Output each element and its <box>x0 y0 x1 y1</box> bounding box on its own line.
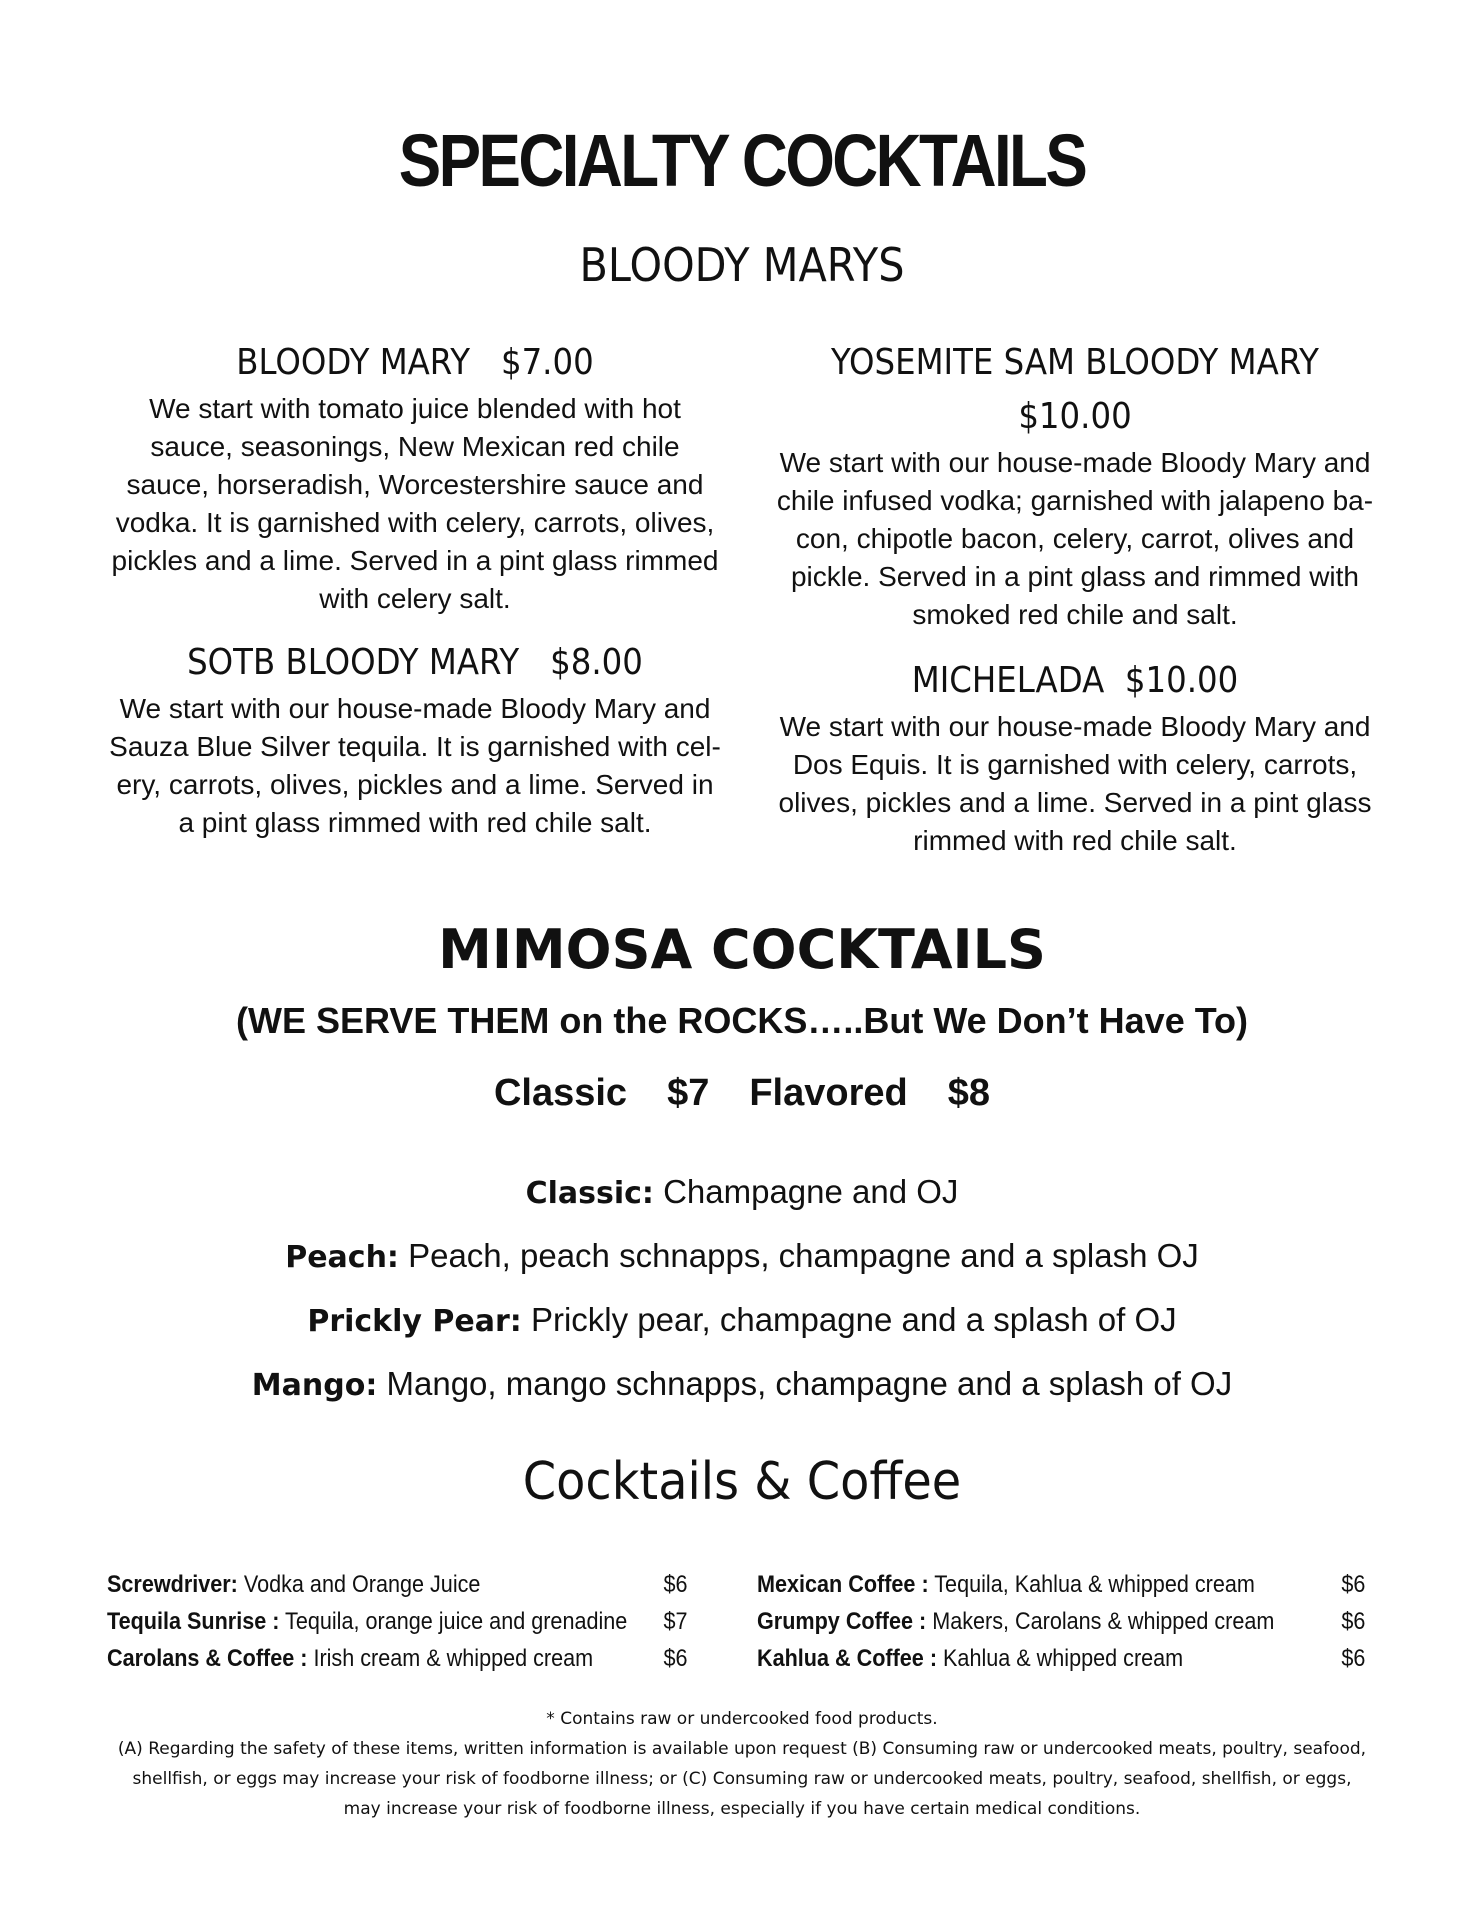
mimosa-desc: Prickly pear, champagne and a splash of OJ <box>530 1301 1177 1338</box>
list-item <box>0 1224 1484 1288</box>
item-description <box>90 690 740 842</box>
desc-line: We start with our house-made Bloody Mary and <box>779 711 1371 742</box>
desc-line: pickles and a lime. Served in a pint glass rimmed <box>111 545 719 576</box>
desc-line: smoked red chile and salt. <box>912 599 1238 630</box>
desc-line: con, chipotle bacon, celery, carrot, olives and <box>795 523 1355 554</box>
drink-name: Kahlua & Coffee : <box>757 1645 938 1672</box>
drinks-list-right <box>757 1566 1373 1677</box>
item-price: $10.00 <box>1124 660 1239 701</box>
drink-price: $6 <box>663 1571 688 1598</box>
item-description <box>755 444 1395 634</box>
mimosa-name: Classic: <box>525 1176 654 1211</box>
price-classic: $7 <box>667 1072 710 1114</box>
drink-desc: Vodka and Orange Juice <box>243 1571 481 1598</box>
mimosa-name: Peach: <box>285 1240 399 1275</box>
drink-desc: Tequila, orange juice and grenadine <box>285 1608 628 1635</box>
desc-line: Sauza Blue Silver tequila. It is garnished with cel- <box>109 731 721 762</box>
desc-line: with celery salt. <box>319 583 511 614</box>
item-description <box>90 390 740 618</box>
drink-price: $7 <box>663 1608 688 1635</box>
drink-price: $6 <box>663 1645 688 1672</box>
section-title-mimosa: MIMOSA COCKTAILS <box>438 918 1046 981</box>
item-heading <box>787 654 1363 708</box>
list-item <box>0 1352 1484 1416</box>
mimosa-name: Mango: <box>251 1368 378 1403</box>
item-price: $7.00 <box>500 342 594 383</box>
list-item <box>107 1603 688 1640</box>
desc-line: chile infused vodka; garnished with jalapeno ba- <box>776 485 1374 516</box>
list-item <box>0 1288 1484 1352</box>
desc-line: sauce, seasonings, New Mexican red chile <box>150 431 680 462</box>
list-item <box>757 1603 1366 1640</box>
list-item <box>0 1160 1484 1224</box>
desc-line: We start with our house-made Bloody Mary and <box>119 693 711 724</box>
desc-line: vodka. It is garnished with celery, carrots, olives, <box>115 507 715 538</box>
list-item <box>107 1640 688 1677</box>
mimosa-desc: Champagne and OJ <box>663 1173 959 1210</box>
section-title-cocktails-coffee: Cocktails & Coffee <box>522 1452 962 1512</box>
price-flavored: $8 <box>947 1072 991 1114</box>
desc-line: olives, pickles and a lime. Served in a pint glass <box>778 787 1372 818</box>
item-price: $10.00 <box>1018 396 1132 437</box>
disclaimer-line: shellfish, or eggs may increase your risk of foodborne illness; or (C) Consuming raw or undercooked meats, poultry, seafood, shellfish, or eggs, <box>132 1769 1352 1789</box>
item-heading <box>123 336 708 390</box>
drink-desc: Makers, Carolans & whipped cream <box>932 1608 1275 1635</box>
desc-line: a pint glass rimmed with red chile salt. <box>178 807 652 838</box>
mimosa-subtitle: (WE SERVE THEM on the ROCKS…..But We Don’t Have To) <box>235 1000 1249 1041</box>
drink-name: Tequila Sunrise : <box>107 1608 280 1635</box>
drink-price: $6 <box>1341 1608 1366 1635</box>
drink-desc: Tequila, Kahlua & whipped cream <box>934 1571 1255 1598</box>
desc-line: ery, carrots, olives, pickles and a lime. Served in <box>116 769 714 800</box>
drink-price: $6 <box>1341 1645 1366 1672</box>
desc-line: Dos Equis. It is garnished with celery, carrots, <box>792 749 1358 780</box>
drink-name: Screwdriver: <box>107 1571 238 1598</box>
item-price: $8.00 <box>550 642 643 683</box>
mimosa-desc: Mango, mango schnapps, champagne and a splash of OJ <box>386 1365 1233 1402</box>
mimosa-desc: Peach, peach schnapps, champagne and a splash OJ <box>408 1237 1199 1274</box>
drink-price: $6 <box>1341 1571 1366 1598</box>
page-title: SPECIALTY COCKTAILS <box>398 119 1086 202</box>
desc-line: We start with tomato juice blended with hot <box>149 393 681 424</box>
item-heading <box>123 636 708 690</box>
item-name: SOTB BLOODY MARY <box>187 642 520 683</box>
desc-line: We start with our house-made Bloody Mary and <box>779 447 1371 478</box>
item-description <box>755 708 1395 860</box>
drinks-list-left <box>107 1566 692 1677</box>
item-name: BLOODY MARY <box>236 342 471 383</box>
list-item <box>107 1566 688 1603</box>
item-name: YOSEMITE SAM BLOODY MARY <box>831 342 1319 383</box>
desc-line: rimmed with red chile salt. <box>913 825 1237 856</box>
mimosa-list <box>0 1160 1484 1416</box>
menu-item-bloody-mary <box>90 336 740 618</box>
mimosa-name: Prickly Pear: <box>307 1304 522 1339</box>
menu-item-michelada <box>755 654 1395 860</box>
mimosa-prices <box>0 1072 1484 1115</box>
list-item <box>757 1566 1366 1603</box>
disclaimer-line: (A) Regarding the safety of these items, written information is available upon request (B) Consuming raw or undercooked meats, poultry, seafood, <box>117 1739 1367 1759</box>
drink-name: Carolans & Coffee : <box>107 1645 308 1672</box>
item-name: MICHELADA <box>911 660 1105 701</box>
drink-desc: Kahlua & whipped cream <box>943 1645 1184 1672</box>
price-flavored-label: Flavored <box>749 1072 908 1114</box>
drink-name: Grumpy Coffee : <box>757 1608 927 1635</box>
price-classic-label: Classic <box>493 1072 628 1114</box>
list-item <box>757 1640 1366 1677</box>
section-title-bloody-marys: BLOODY MARYS <box>579 238 905 292</box>
desc-line: sauce, horseradish, Worcestershire sauce and <box>126 469 704 500</box>
menu-item-sotb-bloody-mary <box>90 636 740 842</box>
disclaimer-line: may increase your risk of foodborne illness, especially if you have certain medical conditions. <box>343 1799 1141 1819</box>
drink-desc: Irish cream & whipped cream <box>313 1645 594 1672</box>
menu-item-yosemite-sam-bloody-mary <box>755 336 1395 634</box>
drink-name: Mexican Coffee : <box>757 1571 929 1598</box>
food-safety-disclaimer <box>80 1704 1404 1824</box>
disclaimer-line: * Contains raw or undercooked food products. <box>546 1709 938 1729</box>
desc-line: pickle. Served in a pint glass and rimmed with <box>790 561 1360 592</box>
